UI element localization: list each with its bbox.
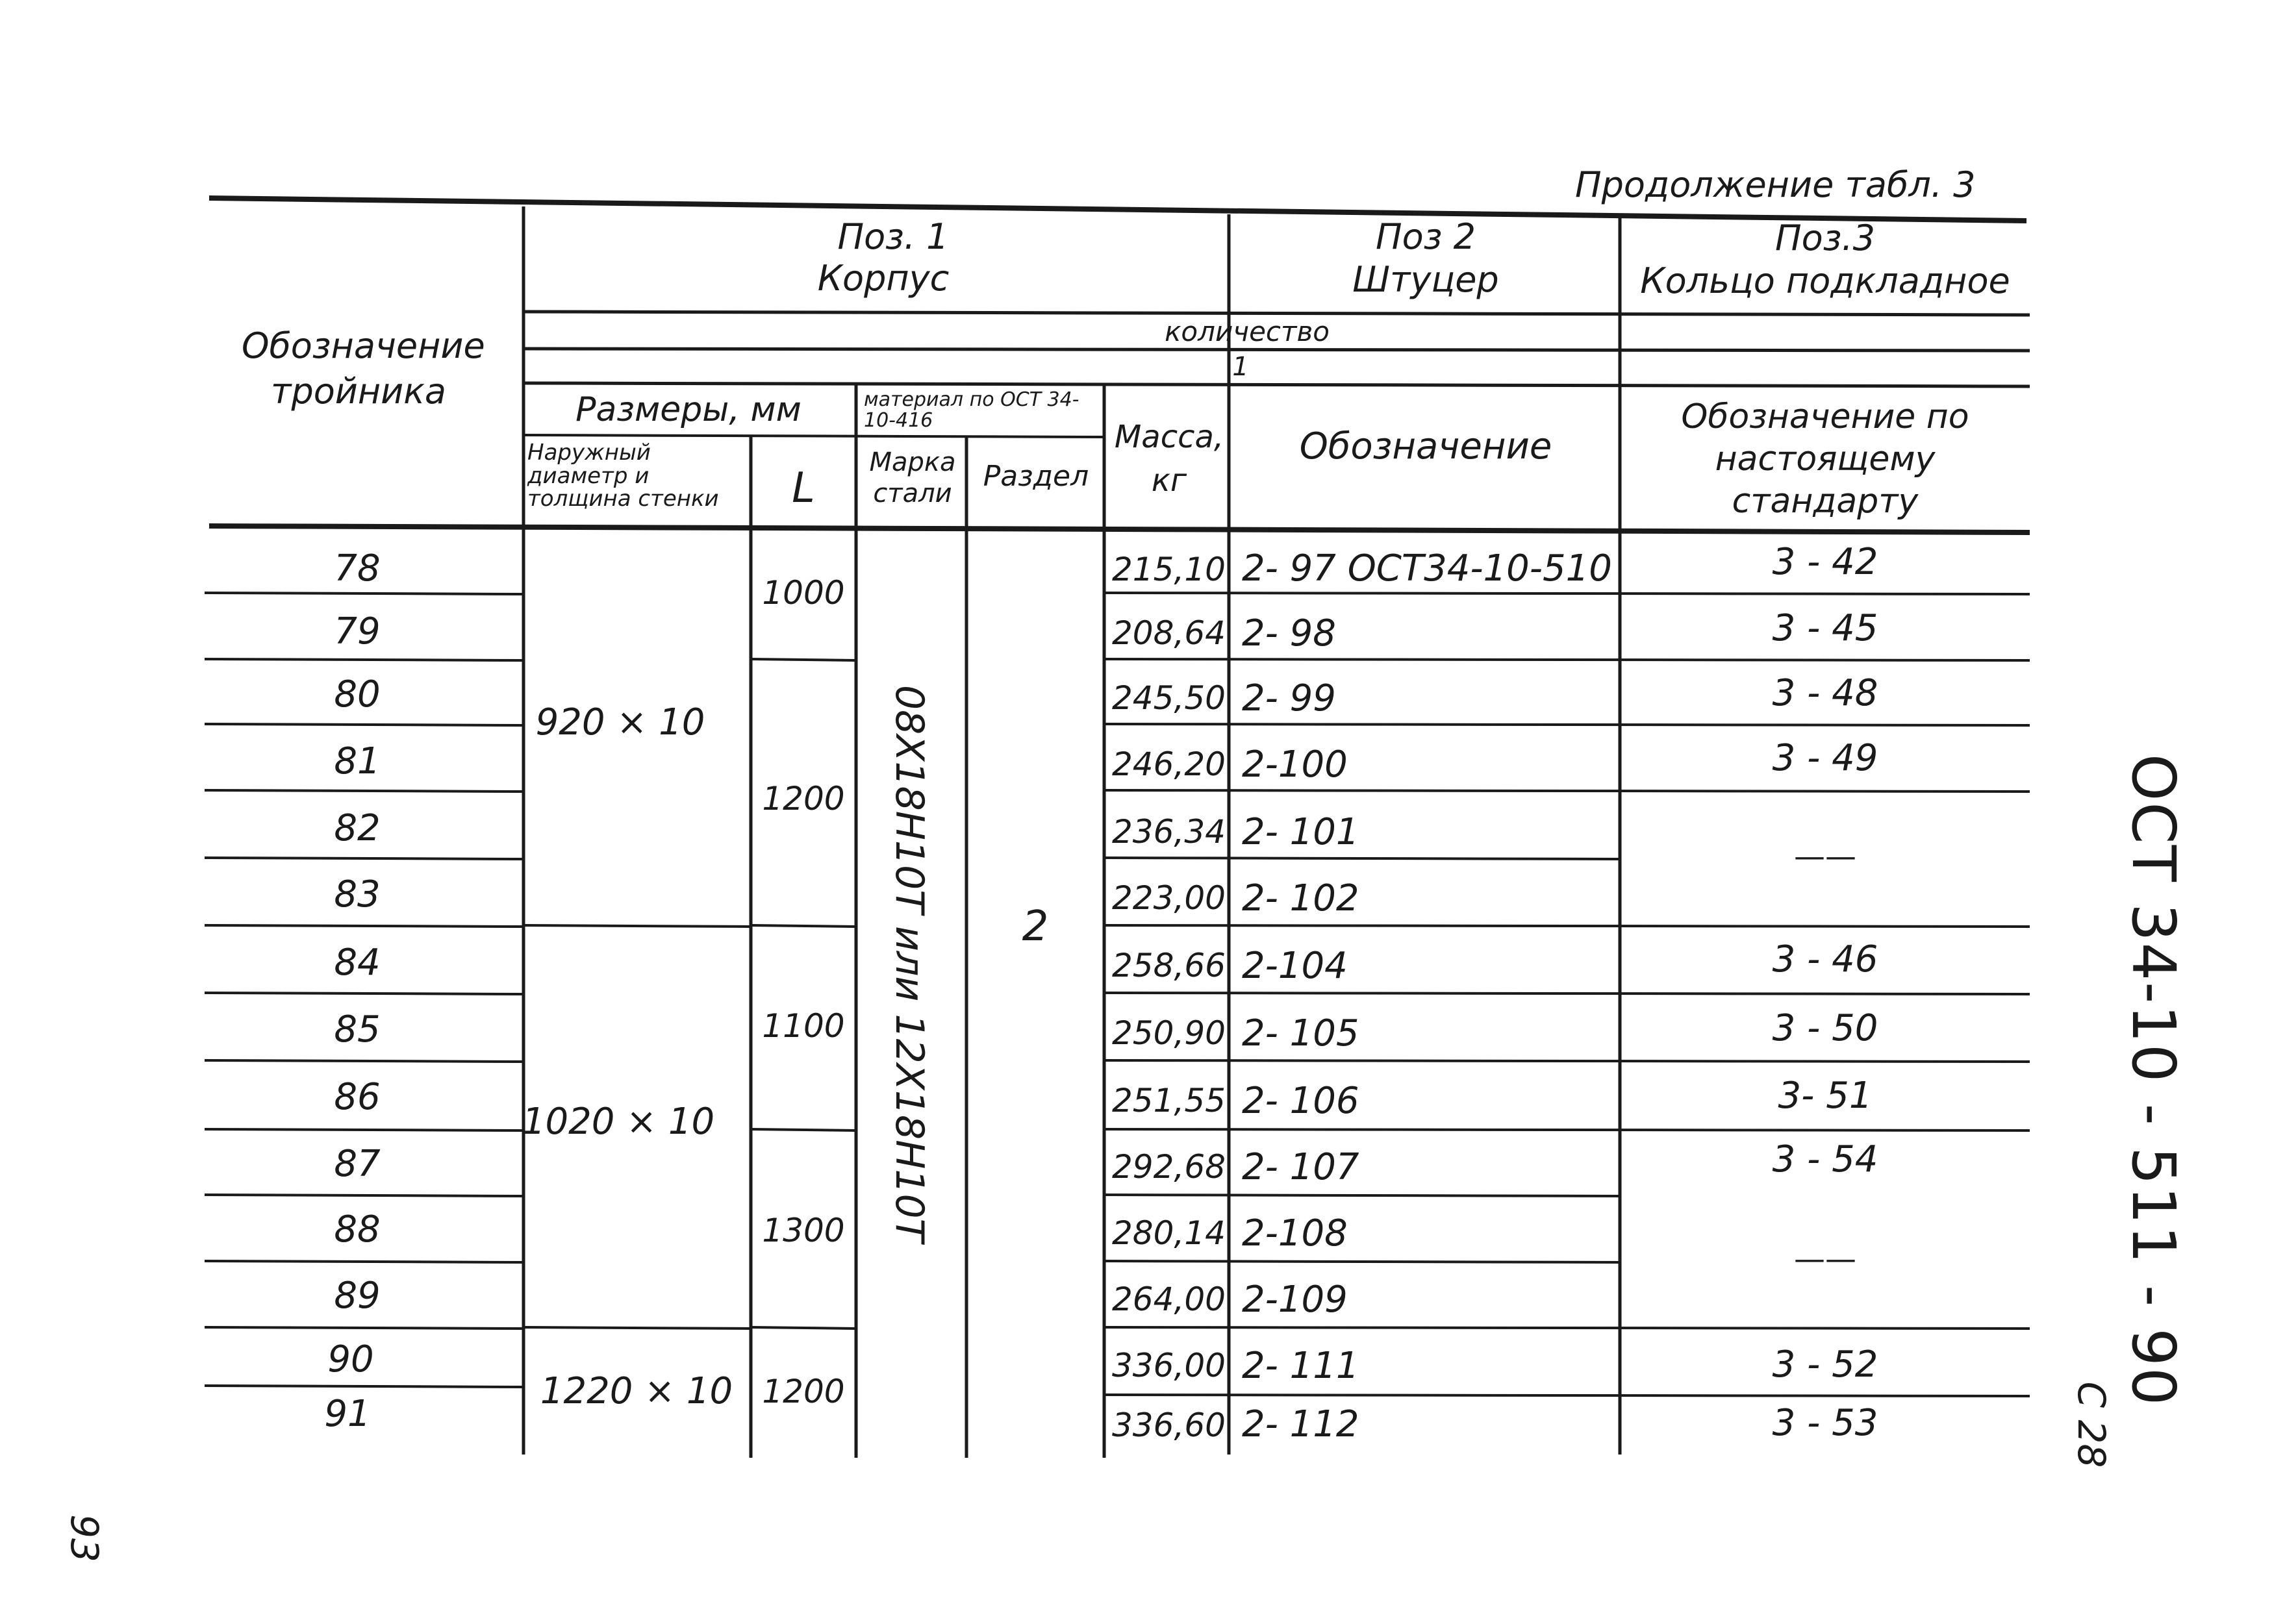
row-designation: 81: [334, 740, 381, 782]
header-sizes: Размеры, мм: [575, 390, 802, 429]
diameter-group-920: 920 × 10: [535, 701, 705, 743]
row-ring: 3 - 54: [1772, 1138, 1878, 1181]
row-fitting: 2-104: [1242, 945, 1348, 987]
header-section: Раздел: [983, 460, 1089, 493]
length-group-1000: 1000: [762, 574, 845, 612]
row-mass: 215,10: [1112, 551, 1226, 588]
ring-dash-2: ——: [1794, 1241, 1856, 1277]
row-ring: 3 - 49: [1772, 737, 1878, 779]
page-number: 93: [62, 1514, 107, 1562]
section-value: 2: [1022, 903, 1049, 951]
header-pos1-number: Поз. 1: [837, 216, 949, 257]
header-quantity: количество: [1165, 316, 1330, 347]
row-designation: 88: [334, 1208, 381, 1251]
row-ring: 3 - 50: [1772, 1007, 1878, 1049]
row-mass: 258,66: [1112, 947, 1226, 984]
diameter-group-1220: 1220 × 10: [540, 1370, 733, 1412]
row-designation: 87: [334, 1143, 381, 1185]
side-page-code: С 28: [2069, 1381, 2114, 1468]
length-group-1300: 1300: [762, 1212, 845, 1249]
row-fitting: 2- 106: [1242, 1080, 1359, 1122]
row-ring: 3 - 52: [1772, 1343, 1878, 1386]
header-material: материал по ОСТ 34-10-416: [864, 388, 1079, 432]
header-steel-grade: Марка стали: [869, 447, 956, 508]
side-standard-code: ОСТ 34-10 - 511 - 90: [2119, 754, 2188, 1407]
header-designation-tee: Обозначение тройника: [242, 325, 485, 412]
header-mass: Масса, кг: [1114, 419, 1224, 499]
row-ring: 3 - 46: [1772, 938, 1878, 981]
length-group-1200-a: 1200: [762, 780, 845, 818]
row-mass: 292,68: [1112, 1148, 1226, 1186]
row-fitting: 2- 105: [1242, 1012, 1359, 1055]
row-fitting: 2- 97 ОСТ34-10-510: [1242, 547, 1612, 590]
row-fitting: 2- 99: [1242, 677, 1336, 719]
row-fitting: 2- 112: [1242, 1403, 1359, 1445]
row-designation: 82: [334, 807, 381, 849]
row-mass: 336,60: [1112, 1406, 1226, 1444]
header-pos1-name: Корпус: [817, 258, 950, 299]
diameter-group-1020: 1020 × 10: [522, 1101, 715, 1143]
row-designation: 83: [334, 873, 381, 916]
header-pos3-name: Кольцо подкладное: [1640, 260, 2010, 301]
row-designation: 78: [334, 547, 381, 590]
header-pos3-number: Поз.3: [1775, 218, 1875, 258]
length-group-1200-b: 1200: [762, 1373, 845, 1410]
row-ring: 3 - 48: [1772, 672, 1878, 714]
row-fitting: 2-109: [1242, 1279, 1348, 1321]
row-mass: 236,34: [1112, 813, 1226, 851]
row-ring: 3 - 53: [1772, 1402, 1878, 1444]
row-mass: 208,64: [1112, 614, 1226, 652]
row-fitting: 2-100: [1242, 743, 1348, 786]
row-ring: 3- 51: [1778, 1075, 1873, 1117]
length-group-1100: 1100: [762, 1007, 845, 1045]
header-quantity-value: 1: [1232, 352, 1249, 382]
row-designation: 89: [334, 1275, 381, 1317]
header-pos2-name: Штуцер: [1352, 259, 1499, 300]
steel-grade-vertical: 08Х18Н10Т или 12Х18Н10Т: [887, 685, 932, 1243]
row-ring: 3 - 42: [1772, 541, 1878, 583]
row-ring: 3 - 45: [1772, 607, 1878, 649]
row-designation: 79: [334, 610, 381, 653]
ring-dash-1: ——: [1794, 838, 1856, 875]
row-fitting: 2- 102: [1242, 877, 1359, 919]
row-mass: 246,20: [1112, 745, 1226, 783]
row-designation: 90: [327, 1338, 374, 1380]
header-outer-diameter: Наружный диаметр и толщина стенки: [527, 440, 719, 512]
header-designation: Обозначение: [1299, 425, 1552, 468]
row-mass: 251,55: [1112, 1082, 1226, 1119]
row-designation: 80: [334, 673, 381, 716]
header-length: L: [792, 464, 815, 512]
row-fitting: 2- 111: [1242, 1345, 1359, 1387]
row-designation: 84: [334, 942, 381, 984]
row-mass: 280,14: [1112, 1214, 1226, 1252]
row-fitting: 2-108: [1242, 1212, 1348, 1255]
row-fitting: 2- 107: [1242, 1146, 1359, 1188]
row-fitting: 2- 101: [1242, 811, 1359, 853]
row-mass: 336,00: [1112, 1347, 1226, 1384]
row-designation: 91: [324, 1393, 371, 1435]
row-designation: 86: [334, 1076, 381, 1118]
table-caption: Продолжение табл. 3: [1575, 164, 1976, 205]
row-mass: 264,00: [1112, 1280, 1226, 1318]
row-mass: 223,00: [1112, 879, 1226, 917]
header-pos2-number: Поз 2: [1376, 216, 1476, 257]
row-mass: 250,90: [1112, 1014, 1226, 1052]
row-fitting: 2- 98: [1242, 612, 1336, 655]
row-designation: 85: [334, 1008, 381, 1051]
header-designation-std: Обозначение по настоящему стандарту: [1681, 397, 1969, 521]
row-mass: 245,50: [1112, 679, 1226, 717]
